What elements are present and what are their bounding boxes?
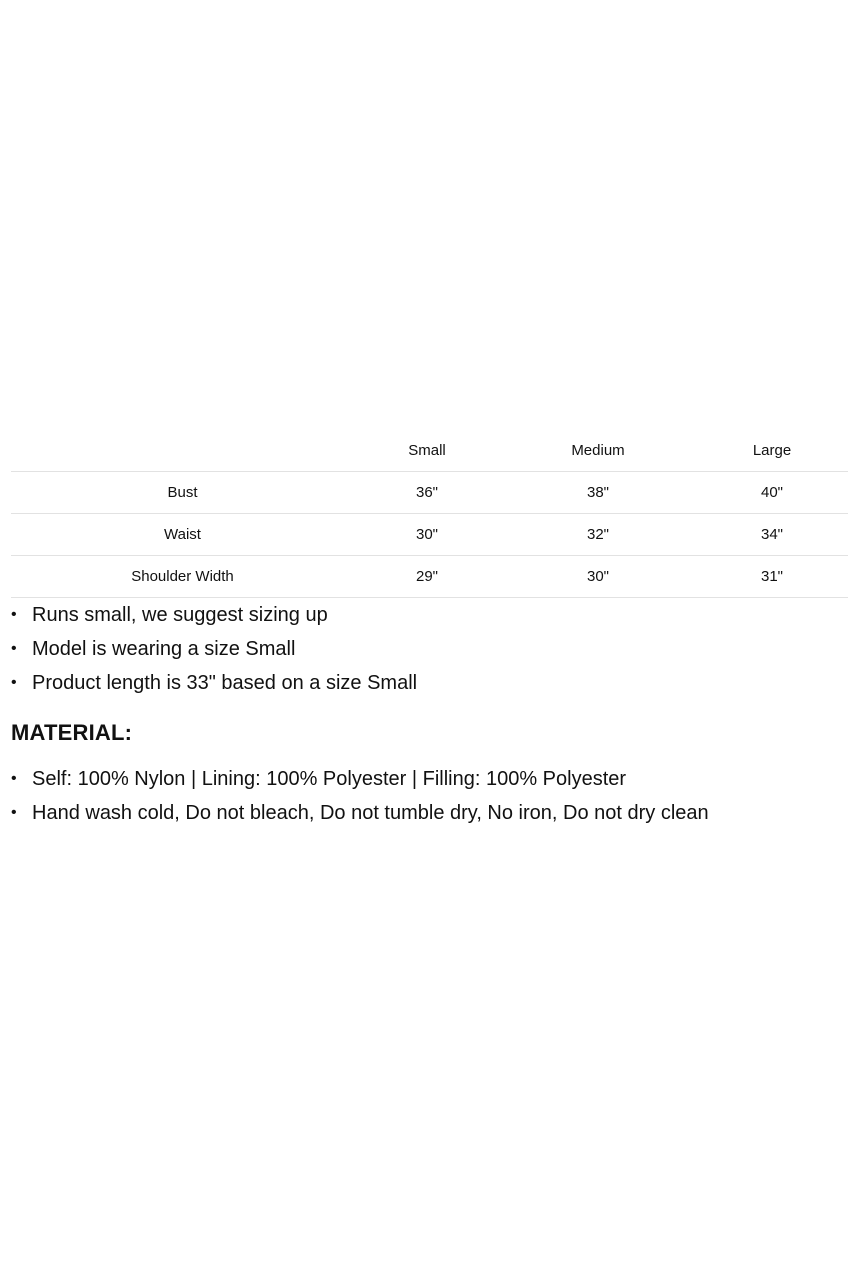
fit-note-text: Product length is 33" based on a size Small: [32, 672, 418, 694]
bullet-icon: •: [11, 606, 17, 623]
material-text: Self: 100% Nylon | Lining: 100% Polyester | Filling: 100% Polyester: [32, 768, 627, 790]
list-item: [11, 632, 854, 666]
bullet-icon: •: [11, 640, 17, 657]
size-chart-header-large: Large: [752, 442, 792, 459]
measurement-value: 31": [696, 556, 848, 598]
size-chart-header-medium: Medium: [571, 442, 625, 459]
bullet-icon: •: [11, 674, 17, 691]
measurement-value: 32": [500, 514, 696, 556]
product-details: [0, 430, 854, 830]
bullet-icon: •: [11, 770, 17, 787]
measurement-value: 30": [354, 514, 500, 556]
material-text: Hand wash cold, Do not bleach, Do not tumble dry, No iron, Do not dry clean: [32, 802, 709, 824]
table-row: [11, 556, 848, 598]
bullet-icon: •: [11, 804, 17, 821]
measurement-label: Waist: [11, 514, 354, 556]
list-item: [11, 598, 854, 632]
measurement-value: 40": [696, 472, 848, 514]
fit-note-text: Runs small, we suggest sizing up: [32, 604, 328, 626]
size-chart-table: [11, 430, 848, 598]
fit-notes-list: [0, 598, 854, 700]
table-row: [11, 514, 848, 556]
measurement-value: 36": [354, 472, 500, 514]
measurement-label: Shoulder Width: [11, 556, 354, 598]
measurement-value: 34": [696, 514, 848, 556]
list-item: [11, 666, 854, 700]
measurement-value: 30": [500, 556, 696, 598]
fit-note-text: Model is wearing a size Small: [32, 638, 296, 660]
material-heading: MATERIAL:: [11, 720, 133, 745]
measurement-label: Bust: [11, 472, 354, 514]
list-item: [11, 796, 854, 830]
measurement-value: 38": [500, 472, 696, 514]
table-row: [11, 472, 848, 514]
material-list: [0, 762, 854, 830]
list-item: [11, 762, 854, 796]
size-chart-header-small: Small: [408, 442, 446, 459]
size-chart-header-row: [11, 430, 848, 472]
size-chart-header-empty: [11, 430, 354, 472]
measurement-value: 29": [354, 556, 500, 598]
